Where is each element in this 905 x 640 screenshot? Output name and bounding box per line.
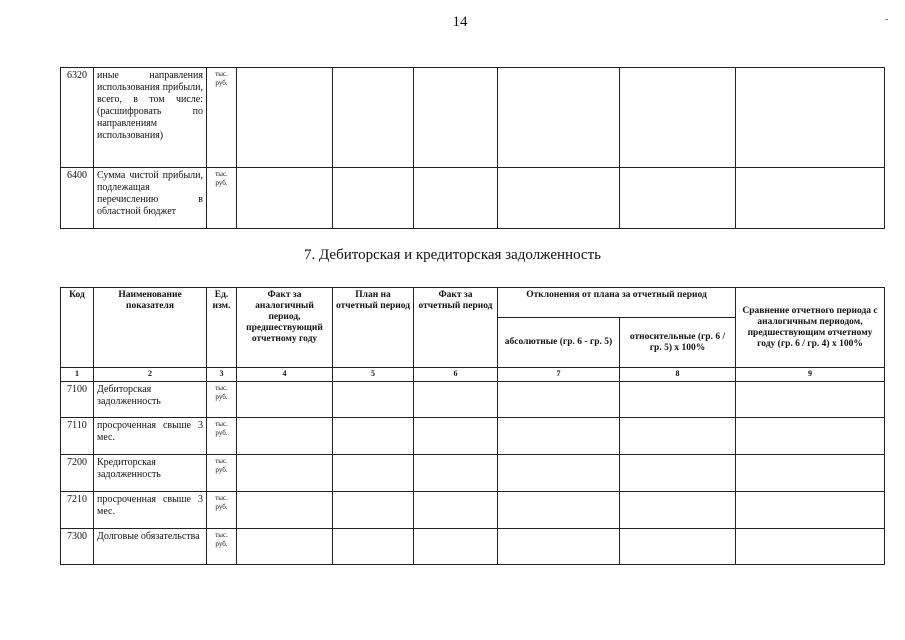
table-cell [736, 455, 885, 492]
table-cell [620, 455, 736, 492]
table-cell [237, 68, 333, 168]
column-number: 7 [498, 368, 620, 382]
table-cell [736, 529, 885, 565]
table-row [61, 529, 885, 565]
row-code: 7110 [61, 418, 94, 455]
row-name: Сумма чистой прибыли, подлежащая перечислению в областной бюджет [94, 168, 207, 229]
row-name: иные направления использования прибыли, всего, в том числе: (расшифровать по направлениям использования) [94, 68, 207, 168]
table-cell [237, 492, 333, 529]
column-number: 9 [736, 368, 885, 382]
column-number: 5 [333, 368, 414, 382]
table-cell [498, 68, 620, 168]
table-row [61, 382, 885, 418]
header-plan: План на отчетный период [333, 288, 414, 368]
table-cell [620, 529, 736, 565]
table-cell [620, 382, 736, 418]
table-cell [237, 529, 333, 565]
header-code: Код [61, 288, 94, 368]
table-cell [237, 168, 333, 229]
row-name: Дебиторская задолженность [94, 382, 207, 418]
header-name: Наименование показателя [94, 288, 207, 368]
row-unit: тыс. руб. [207, 492, 237, 529]
page-number: 14 [452, 14, 468, 30]
row-name: Кредиторская задолженность [94, 455, 207, 492]
table-cell [736, 492, 885, 529]
row-unit: тыс. руб. [207, 418, 237, 455]
row-code: 7210 [61, 492, 94, 529]
table-cell [237, 455, 333, 492]
row-unit: тыс. руб. [207, 529, 237, 565]
table-cell [498, 382, 620, 418]
column-number: 2 [94, 368, 207, 382]
table-cell [333, 168, 414, 229]
table-cell [333, 529, 414, 565]
table-cell [414, 529, 498, 565]
table-cell [414, 382, 498, 418]
table-cell [414, 418, 498, 455]
header-fact-prev: Факт за аналогичный период, предшествующий отчетному году [237, 288, 333, 368]
column-number: 3 [207, 368, 237, 382]
table-cell [736, 68, 885, 168]
table-cell [498, 455, 620, 492]
table-cell [237, 418, 333, 455]
table-cell [620, 418, 736, 455]
table-cell [333, 492, 414, 529]
row-code: 6400 [61, 168, 94, 229]
table-cell [414, 455, 498, 492]
row-name: просроченная свыше 3 мес. [94, 492, 207, 529]
table-cell [498, 418, 620, 455]
row-name: Долговые обязательства [94, 529, 207, 565]
table-cell [620, 492, 736, 529]
table-cell [498, 529, 620, 565]
row-code: 6320 [61, 68, 94, 168]
profit-usage-table [60, 67, 885, 229]
row-unit: тыс. руб. [207, 68, 237, 168]
header-dev-abs: абсолютные (гр. 6 - гр. 5) [498, 318, 620, 368]
table-cell [498, 168, 620, 229]
section-title: 7. Дебиторская и кредиторская задолженность [304, 247, 601, 263]
column-number: 8 [620, 368, 736, 382]
header-fact: Факт за отчетный период [414, 288, 498, 368]
table-cell [333, 455, 414, 492]
column-number-row [61, 368, 885, 382]
table-row [61, 68, 885, 168]
row-name: просроченная свыше 3 мес. [94, 418, 207, 455]
header-dev-rel: относительные (гр. 6 / гр. 5) х 100% [620, 318, 736, 368]
table-cell [620, 68, 736, 168]
table-cell [736, 382, 885, 418]
table-cell [736, 418, 885, 455]
table-row [61, 418, 885, 455]
table-cell [333, 68, 414, 168]
column-number: 1 [61, 368, 94, 382]
column-number: 4 [237, 368, 333, 382]
header-deviation: Отклонения от плана за отчетный период [498, 288, 736, 318]
table-cell [620, 168, 736, 229]
table-cell [333, 418, 414, 455]
receivables-payables-table [60, 287, 885, 565]
header-row [61, 288, 885, 318]
table-row [61, 168, 885, 229]
table-cell [498, 492, 620, 529]
row-unit: тыс. руб. [207, 168, 237, 229]
row-code: 7100 [61, 382, 94, 418]
column-number: 6 [414, 368, 498, 382]
row-code: 7200 [61, 455, 94, 492]
table-cell [414, 168, 498, 229]
row-unit: тыс. руб. [207, 382, 237, 418]
table-cell [237, 382, 333, 418]
corner-mark: - [885, 14, 889, 25]
table-cell [414, 68, 498, 168]
table-cell [333, 382, 414, 418]
table-cell [414, 492, 498, 529]
table-row [61, 492, 885, 529]
row-code: 7300 [61, 529, 94, 565]
table-row [61, 455, 885, 492]
header-comparison: Сравнение отчетного периода с аналогичным периодом, предшествующим отчетному году (гр. 6 / гр. 4) х 100% [736, 288, 885, 368]
header-unit: Ед. изм. [207, 288, 237, 368]
row-unit: тыс. руб. [207, 455, 237, 492]
table-cell [736, 168, 885, 229]
